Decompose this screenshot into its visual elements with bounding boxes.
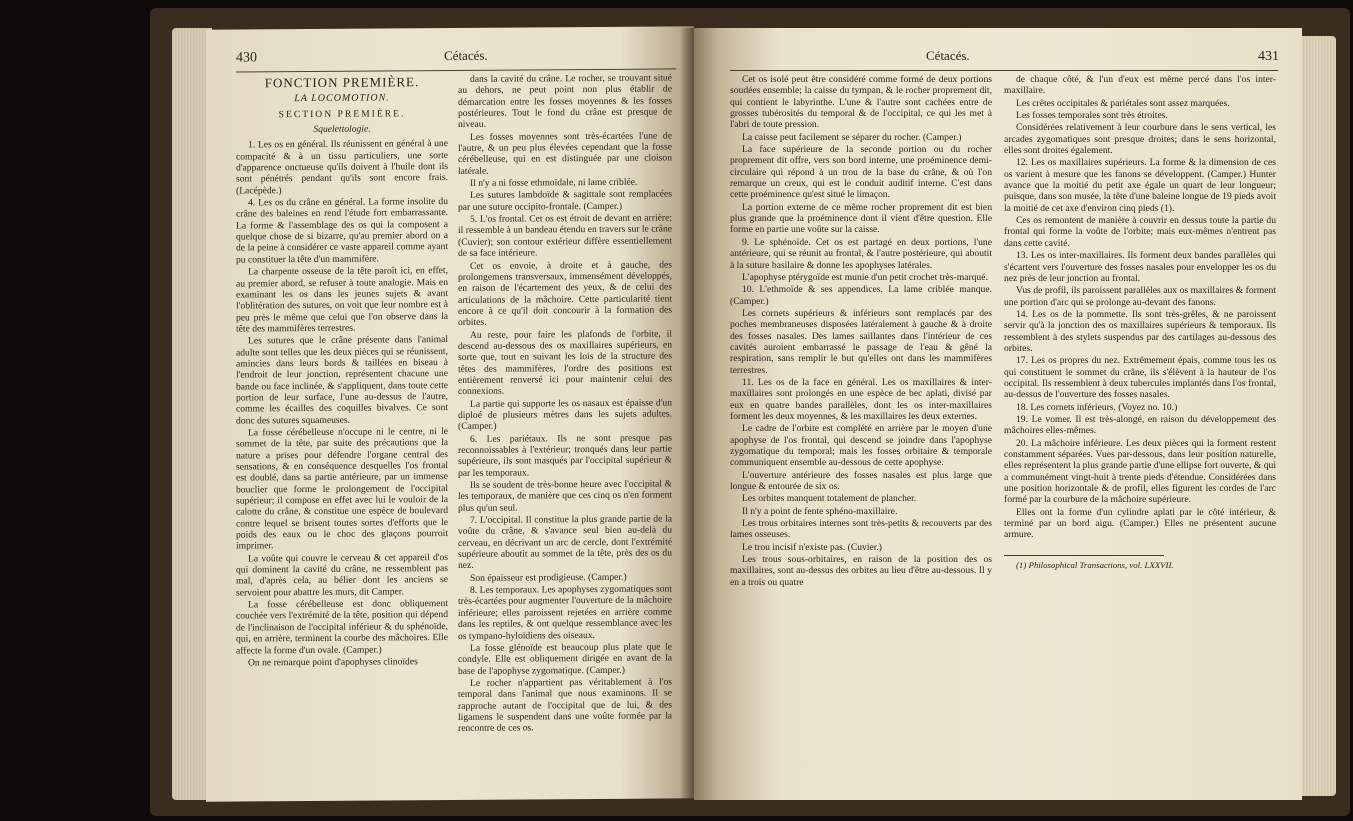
paragraph: On ne remarque point d'apophyses clinoïdes (248, 656, 418, 669)
paragraph: La fosse cérébelleuse n'occupe ni le centre, ni le sommet de la tête, par suite des précautions que la nature a prises pour défendre l'organe central des sensations, & en conséquence desquelles l'os frontal est doublé, dans sa partie antérieure, par un immense bouclier que forme le prolongement de l'occipital supérieur; il compose en effet avec lui le vouloir de la calotte du crâne, & constitue une espèce de boulevard contre lequel se brisent toutes sortes d'efforts que le poids des eaux ou le choc des glaçons pourroit imprimer. (236, 425, 448, 552)
chapter-heading: FONCTION PREMIÈRE. (264, 74, 420, 91)
paragraph: Ils se soudent de très-bonne heure avec l'occipital & les temporaux, de manière que ces cinq os n'en forment plus qu'un seul. (458, 478, 672, 514)
paragraph: La partie qui supporte les os nasaux est épaisse d'un diploé de plusieurs mètres dans les sujets adultes. (Camper.) (458, 397, 672, 433)
paragraph: 11. Les os de la face en général. Les os maxillaires & inter-maxillaires sont prolongés en une espèce de bec aplati, divisé par eux en quatre bandes parallèles, dont les os inter-maxillaires forment les deux moyennes, & les maxillaires les deux externes. (730, 376, 992, 422)
right-page-edges (1300, 36, 1336, 796)
paragraph: Les sutures que le crâne présente dans l'animal adulte sont telles que les deux pièces qui se réunissent, amincies dans leurs bords & taillées en biseau à l'endroit de leur jonction, représentent chacune une bande ou face inclinée, & s'appliquent, dans toute cette portion de leur surface, l'une au-dessus de l'autre, comme les écailles des coquilles bivalves. Ce sont donc des sutures squameuses. (236, 334, 448, 427)
paragraph: Vus de profil, ils paroissent parallèles aux os maxillaires & forment une portion d'arc qui se prolonge au-devant des fanons. (1004, 285, 1276, 308)
paragraph: Il n'y a point de fente sphéno-maxillaire. (742, 505, 898, 517)
paragraph: Ces os remontent de manière à couvrir en dessus toute la partie du frontal qui forme la voûte de l'orbite; mais eux-mêmes n'entrent pas dans cette cavité. (1004, 215, 1276, 249)
paragraph: La fosse glénoïde est beaucoup plus plate que le condyle. Elle est obliquement dirigée en avant de la base de l'apophyse zygomatique. (Camper.) (458, 641, 672, 677)
left-page (206, 26, 694, 801)
paragraph: La fosse cérébelleuse est donc obliquement couchée vers l'extrémité de la tête, position qui dépend de l'inclinaison de l'occipital inférieur & du sphénoïde, qui, en arrière, terminent la courbe des mâchoires. Elle affecte la forme d'un ovale. (Camper.) (236, 598, 448, 656)
paragraph: 1. Les os en général. Ils réunissent en général à une compacité & à un tissu particuliers, une sorte d'apparence onctueuse qu'ils doivent à l'huile dont ils sont pénétrés pendant qu'ils sont encore frais. (Lacépède.) (236, 138, 448, 197)
paragraph: Les fosses temporales sont très étroites. (1016, 110, 1168, 122)
paragraph: Considérées relativement à leur courbure dans le sens vertical, les arcades zygomatiques sont presque droites; dans le sens horizontal, elles sont droites également. (1004, 122, 1276, 157)
paragraph: 13. Les os inter-maxillaires. Ils forment deux bandes parallèles qui s'écartent vers l'ouverture des fosses nasales pour envelopper les os du nez près de leur jonction au frontal. (1004, 250, 1276, 284)
paragraph: La face supérieure de la seconde portion ou du rocher proprement dit offre, vers son bord interne, une proéminence demi-circulaire qui répond à un trou de la base du crâne, & où l'on remarque un creux, qui est le conduit auditif interne. C'est dans cette proéminence qu'est situé le limaçon. (730, 144, 992, 201)
paragraph: Elles ont la forme d'un cylindre aplati par le côté intérieur, & terminé par un bord aigu. (Camper.) Elles ne présentent aucune armure. (1004, 506, 1276, 541)
paragraph: L'ouverture antérieure des fosses nasales est plus large que longue & entourée de six os. (730, 469, 992, 493)
paragraph: La caisse peut facilement se séparer du rocher. (Camper.) (742, 131, 962, 143)
paragraph: 14. Les os de la pommette. Ils sont très-grêles, & ne paroissent servir qu'à la jonction des os maxillaires supérieurs & temporaux. Ils ressemblent à des stylets suspendus par des cartilages au-dessous des orbites. (1004, 308, 1276, 354)
paragraph: Les trous orbitaires internes sont très-petits & recouverts par des lames osseuses. (730, 518, 992, 541)
paragraph: 5. L'os frontal. Cet os est étroit de devant en arrière; il ressemble à un bandeau étendu en travers sur le crâne (Cuvier); son contour extérieur diffère essentiellement de sa face intérieure. (458, 212, 672, 260)
chapter-subheading: LA LOCOMOTION. (294, 92, 390, 105)
left-header-rule (236, 68, 676, 72)
paragraph: 6. Les pariétaux. Ils ne sont presque pas reconnoissables à l'extérieur; tronqués dans leur partie supérieure, ils sont masqués par l'occipital supérieur & par les temporaux. (458, 432, 672, 479)
paragraph: 20. La mâchoire inférieure. Les deux pièces qui la forment restent constamment séparées. Vues par-dessous, dans leur position naturelle, elles représentent la plus grande partie d'une ellipse fort ouverte, & qui a communément vingt-huit à trente pieds d'étendue. Considérées dans une position horizontale & de profil, elles figurent les cordes de l'arc formé par la courbure de la mâchoire supérieure. (1004, 437, 1276, 506)
paragraph: 4. Les os du crâne en général. La forme insolite du crâne des baleines en rend l'étude fort embarrassante. La forme & l'assemblage des os qui la composent a quelque chose de si bizarre, qu'au premier abord on a de la peine à considérer ce vaste appareil comme ayant pu constituer la tête d'un mammifère. (236, 196, 448, 266)
paragraph: Les sutures lambdoïde & sagittale sont remplacées par une suture occipito-frontale. (Camper.) (458, 188, 672, 213)
paragraph: Au reste, pour faire les plafonds de l'orbite, il descend au-dessous des os maxillaires supérieurs, en sorte que, tout en suivant les lois de la structure des têtes des mammifères, l'ordre des positions est entièrement renversé ici pour maintenir celui des connexions. (458, 328, 672, 398)
right-page-number: 431 (1258, 49, 1279, 64)
left-column-1 (236, 74, 448, 669)
left-running-title: Cétacés. (444, 47, 488, 64)
paragraph: 10. L'ethmoïde & ses appendices. La lame criblée manque. (Camper.) (730, 284, 992, 307)
paragraph: Le trou incisif n'existe pas. (Cuvier.) (742, 541, 883, 553)
paragraph: Les orbites manquent totalement de plancher. (742, 493, 917, 505)
paragraph: Le cadre de l'orbite est complété en arrière par le moyen d'une apophyse de l'os frontal, qui descend se joindre dans l'apophyse zygomatique du temporal; mais les fosses orbitaire & temporale communiquent ensemble au-dessous de cette apophyse. (730, 423, 992, 469)
paragraph: 18. Les cornets inférieurs. (Voyez no. 10.) (1016, 401, 1178, 413)
left-column-2 (458, 72, 672, 734)
paragraph: 7. L'occipital. Il constitue la plus grande partie de la voûte du crâne, & s'avance seul bien au-delà du cerveau, en décrivant un arc de cercle, dont l'extrémité supérieure aboutit au sommet de la tête, près des os du nez. (458, 513, 672, 572)
right-page (694, 28, 1302, 800)
paragraph: 19. Le vomer. Il est très-alongé, en raison du développement des mâchoires elles-mêmes. (1004, 413, 1276, 437)
section-title: Squelettologie. (313, 123, 371, 135)
footnote-rule (1004, 555, 1164, 556)
paragraph: La portion externe de ce même rocher proprement dit est bien plus grande que la proéminence dont il vient d'être question. Elle forme en partie une voûte sur la caisse. (730, 201, 992, 236)
paragraph: Son épaisseur est prodigieuse. (Camper.) (470, 571, 627, 584)
footnote: (1) Philosophical Transactions, vol. LXXVII. (1016, 559, 1174, 570)
paragraph: 12. Les os maxillaires supérieurs. La forme & la dimension de ces os varient à mesure que les fanons se développent. (Camper.) Hunter avance que la moitié du petit axe égale un quart de leur longueur; puisque, dans son musée, la tête d'une baleine longue de 19 pieds avoit la moitié de cet axe d'environ cinq pieds (1). (1004, 157, 1276, 214)
right-running-title: Cétacés. (926, 48, 970, 63)
left-page-number: 430 (236, 50, 257, 66)
right-header-rule (730, 70, 1278, 71)
paragraph: dans la cavité du crâne. Le rocher, se trouvant situé au dehors, ne peut point non plus établir de démarcation entre les fosses moyennes & les fosses postérieures. Tout le fond du crâne est presque de niveau. (458, 72, 672, 131)
paragraph: Cet os isolé peut être considéré comme formé de deux portions soudées ensemble; la caisse du tympan, & le rocher proprement dit, qui contient le labyrinthe. L'une & l'autre sont cachées entre de grosses tubérosités du temporal & de l'occipital, ce qui les met à l'abri de toute pression. (730, 74, 992, 131)
paragraph: Les fosses moyennes sont très-écartées l'une de l'autre, & un peu plus élevées cependant que la fosse cérébelleuse, qui en est distinguée par une cloison latérale. (458, 130, 672, 177)
paragraph: Les crêtes occipitales & pariétales sont assez marquées. (1016, 97, 1230, 109)
section-heading: SECTION PREMIÈRE. (278, 107, 406, 120)
paragraph: Le rocher n'appartient pas véritablement à l'os temporal dans l'animal que nous examinons. Il se rapproche autant de l'occipital que de lui, & des ligamens le suspendent dans une voûte formée par la rencontre de ces os. (458, 676, 672, 735)
paragraph: Cet os envoie, à droite et à gauche, des prolongemens transversaux, immensément développés, en raison de l'écartement des yeux, & de celui des articulations de la mâchoire. Cette particularité tient encore à ce qu'il doit concourir à la formation des orbites. (458, 258, 672, 329)
right-column-2 (1004, 74, 1276, 571)
paragraph: L'apophyse ptérygoïde est munie d'un petit crochet très-marqué. (742, 271, 988, 283)
paragraph: Il n'y a ni fosse ethmoïdale, ni lame criblée. (470, 176, 638, 189)
paragraph: Les trous sous-orbitaires, en raison de la position des os maxillaires, sont au-dessus des orbites au lieu d'être au-dessous. Il y en a trois ou quatre (730, 554, 992, 588)
paragraph: de chaque côté, & l'un d'eux est même percé dans l'os inter-maxillaire. (1004, 74, 1276, 97)
paragraph: La voûte qui couvre le cerveau & cet appareil d'os qui dominent la cavité du crâne, ne ressemblent pas mal, d'après cela, au bélier dont les anciens se servoient pour abattre les murs, dit Camper. (236, 551, 448, 599)
paragraph: La charpente osseuse de la tête paroît ici, en effet, au premier abord, se refuser à toute analogie. Mais en examinant les os dans les jeunes sujets & avant l'oblitération des sutures, on voit que leur nombre est à peu près le même que celui que l'on observe dans la tête des mammifères terrestres. (236, 265, 448, 335)
paragraph: 8. Les temporaux. Les apophyses zygomatiques sont très-écartées pour augmenter l'ouverture de la mâchoire inférieure; elles paroissent rejetées en arrière comme dans les reptiles, & ont quelque ressemblance avec les os tympano-hyloïdiens des oiseaux. (458, 583, 672, 642)
paragraph: 17. Les os propres du nez. Extrêmement épais, comme tous les os qui constituent le sommet du crâne, ils s'élèvent à la hauteur de l'os occipital. Ils ressemblent à deux tubercules implantés dans l'os frontal, au-dessus de l'ouverture des fosses nasales. (1004, 355, 1276, 401)
paragraph: Les cornets supérieurs & inférieurs sont remplacés par des poches membraneuses disposées latéralement à gauche & à droite des fosses nasales. Des lames saillantes dans l'intérieur de ces cavités auroient embarrassé le passage de l'eau & gêné la respiration, sans remplir le but qu'elles ont dans les mammifères terrestres. (730, 307, 992, 376)
paragraph: 9. Le sphénoïde. Cet os est partagé en deux portions, l'une antérieure, qui se réunit au frontal, & l'autre postérieure, qui aboutit à la suture basilaire & donne les apophyses latérales. (730, 236, 992, 271)
right-column-1 (730, 74, 992, 588)
